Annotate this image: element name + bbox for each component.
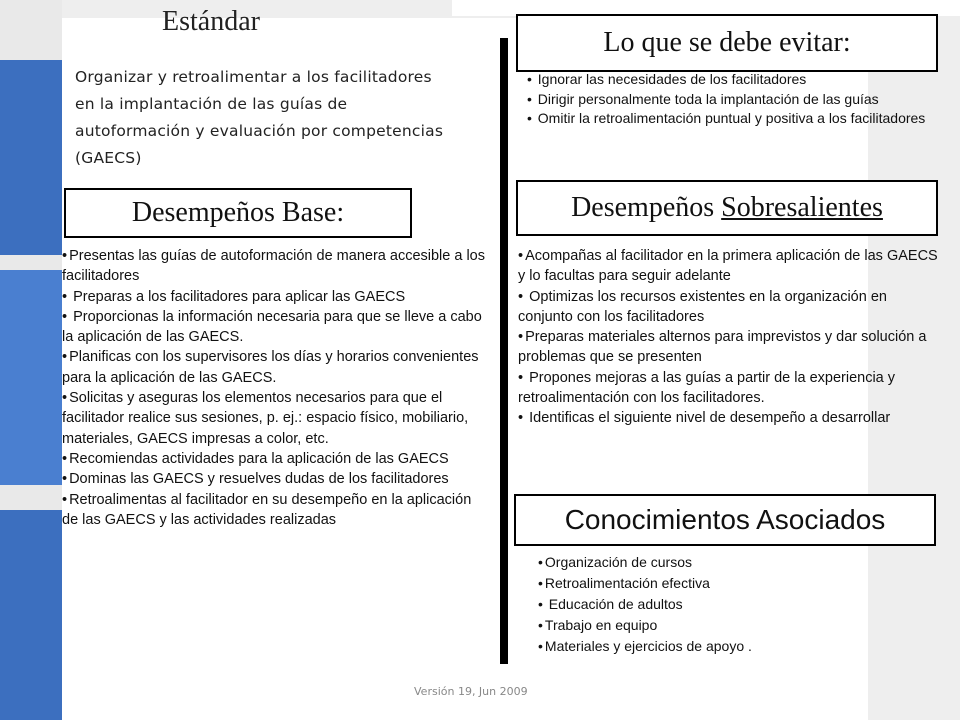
knowledge-title-box: [514, 494, 936, 546]
base-item: • Presentas las guías de autoformación de manera accesible a los facilitadores: [62, 246, 485, 287]
outstanding-title: Desempeños Sobresalientes: [571, 192, 883, 223]
avoid-item: • Dirigir personalmente toda la implantación de las guías: [527, 90, 927, 110]
standard-text: Organizar y retroalimentar a los facilitadores en la implantación de las guías de autoformación y evaluación por competencias (GAECS): [75, 68, 444, 167]
avoid-list: [527, 70, 927, 129]
knowledge-item: • Organización de cursos: [538, 552, 918, 573]
version-footer: Versión 19, Jun 2009: [414, 685, 528, 698]
outstanding-list: [518, 246, 938, 429]
outstanding-item: • Optimizas los recursos existentes en la organización en conjunto con los facilitadores: [518, 287, 938, 328]
base-item: • Solicitas y aseguras los elementos necesarios para que el facilitador realice sus sesiones, p. ej.: espacio físico, mobiliario, materiales, GAECS impresas a color, etc.: [62, 388, 485, 449]
standard-title: Estándar: [162, 6, 260, 37]
outstanding-title-box: [516, 180, 938, 236]
knowledge-item: • Educación de adultos: [538, 594, 918, 615]
knowledge-item: • Retroalimentación efectiva: [538, 573, 918, 594]
knowledge-item: • Materiales y ejercicios de apoyo .: [538, 636, 918, 657]
base-list: [62, 246, 485, 530]
avoid-item: • Omitir la retroalimentación puntual y positiva a los facilitadores: [527, 109, 927, 129]
base-item: • Retroalimentas al facilitador en su desempeño en la aplicación de las GAECS y las actividades realizadas: [62, 490, 485, 531]
left-blue-block-2: [0, 270, 62, 485]
knowledge-item: • Trabajo en equipo: [538, 615, 918, 636]
outstanding-item: • Propones mejoras a las guías a partir de la experiencia y retroalimentación con los facilitadores.: [518, 368, 938, 409]
vertical-divider: [500, 38, 508, 664]
avoid-title: Lo que se debe evitar:: [603, 27, 851, 58]
base-item: • Preparas a los facilitadores para aplicar las GAECS: [62, 287, 485, 307]
base-item: • Planificas con los supervisores los días y horarios convenientes para la aplicación de las GAECS.: [62, 347, 485, 388]
base-item: • Proporcionas la información necesaria para que se lleve a cabo la aplicación de las GAECS.: [62, 307, 485, 348]
base-title: Desempeños Base:: [131, 197, 345, 228]
outstanding-item: • Acompañas al facilitador en la primera aplicación de las GAECS y lo facultas para seguir adelante: [518, 246, 938, 287]
outstanding-item: • Preparas materiales alternos para imprevistos y dar solución a problemas que se presenten: [518, 327, 938, 368]
base-item: • Recomiendas actividades para la aplicación de las GAECS: [62, 449, 485, 469]
avoid-title-box: [516, 14, 938, 72]
base-item: • Dominas las GAECS y resuelves dudas de los facilitadores: [62, 469, 485, 489]
knowledge-list: [538, 552, 918, 657]
avoid-item: • Ignorar las necesidades de los facilitadores: [527, 70, 927, 90]
knowledge-title: Conocimientos Asociados: [564, 504, 886, 535]
left-blue-block-3: [0, 510, 62, 720]
base-title-box: [64, 188, 412, 238]
outstanding-item: • Identificas el siguiente nivel de desempeño a desarrollar: [518, 408, 938, 428]
left-blue-block-1: [0, 60, 62, 255]
